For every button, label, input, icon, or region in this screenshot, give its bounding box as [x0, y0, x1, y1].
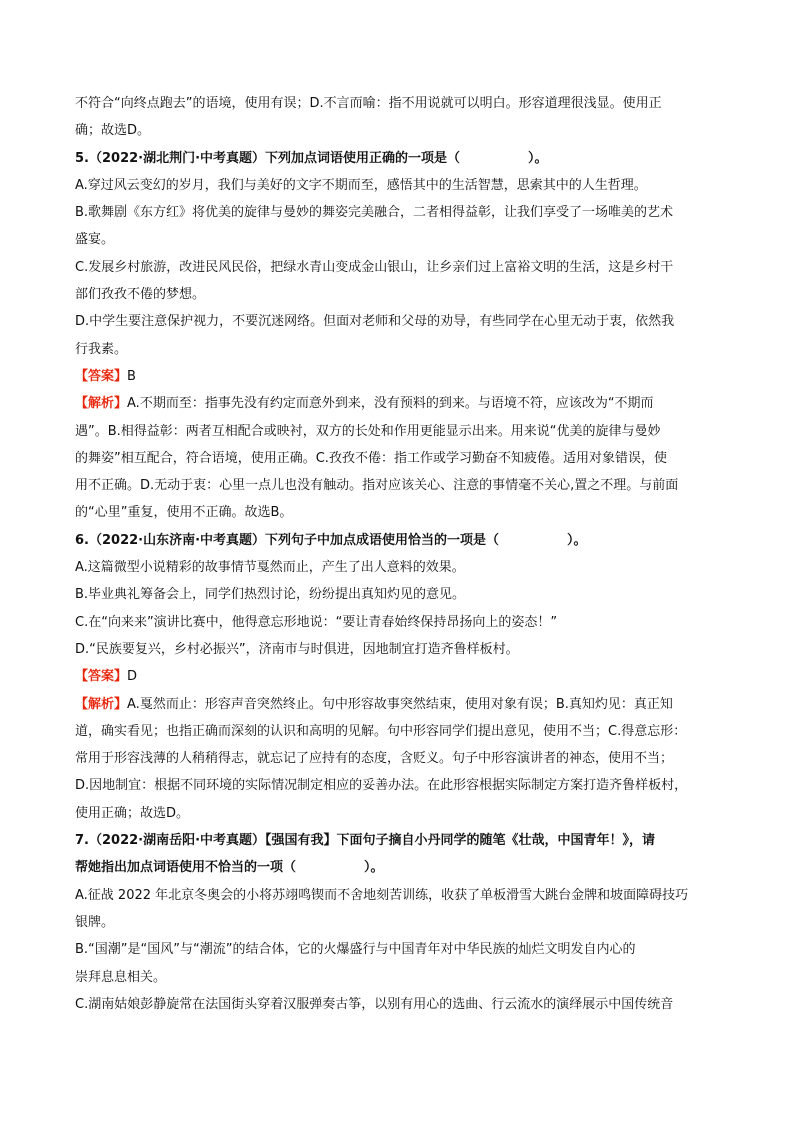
q5-option-b-line-2: 盛宴。	[75, 232, 115, 248]
q5-answer	[75, 363, 723, 390]
q7-option-a-line-2: 银牌。	[75, 914, 115, 930]
q6-explanation-line-1: 【解析】A.戛然而止：形容声音突然终止。句中形容故事突然结束，使用对象有误；B.真知灼见：真正知	[75, 696, 673, 712]
q5-option-d-line-1: D.中学生要注意保护视力，不要沉迷网络。但面对老师和父母的劝导，有些同学在心里无动于衷，依然我	[75, 314, 675, 330]
q7-stem-line-2: 帮她指出加点词语使用不恰当的一项（ ）。	[75, 860, 384, 876]
q7-option-b-line-2: 崇拜息息相关。	[75, 969, 167, 985]
q6-option-b: B.毕业典礼筹备会上，同学们热烈讨论，纷纷提出真知灼见的意见。	[75, 587, 466, 603]
q5-stem: 5.（2022·湖北荆门·中考真题）下列加点词语使用正确的一项是（ ）。	[75, 150, 548, 166]
q5-option-b-line-1: B.歌舞剧《东方红》将优美的旋律与曼妙的舞姿完美融合，二者相得益彰，让我们享受了一场唯美的艺术	[75, 205, 674, 221]
prev-answer-line-2: 确；故选D。	[75, 123, 151, 139]
q6-option-d: D.“民族要复兴，乡村必振兴”，济南市与时俱进，因地制宜打造齐鲁样板村。	[75, 641, 519, 657]
q7-option-c-line-1: C.湖南姑娘彭静旋常在法国街头穿着汉服弹奏古筝，以别有用心的选曲、行云流水的演绎展示中国传统音	[75, 996, 674, 1012]
q6-explanation-line-5: 使用正确；故选D。	[75, 805, 190, 821]
q5-option-a: A.穿过风云变幻的岁月，我们与美好的文字不期而至，感悟其中的生活智慧，思索其中的人生哲理。	[75, 177, 647, 193]
answer-value: D	[127, 669, 138, 685]
answer-label: 【答案】	[75, 368, 128, 384]
q6-option-a: A.这篇微型小说精彩的故事情节戛然而止，产生了出人意料的效果。	[75, 560, 465, 576]
q5-option-c-line-2: 部们孜孜不倦的梦想。	[75, 287, 206, 303]
q7-option-b-line-1: B.“国潮”是“国风”与“潮流”的结合体，它的火爆盛行与中国青年对中华民族的灿烂文明发自内心的	[75, 942, 636, 958]
q5-explanation-line-3: 的舞姿”相互配合，符合语境，使用正确。C.孜孜不倦：指工作或学习勤奋不知疲倦。适用对象错误，使	[75, 450, 667, 466]
q6-explanation-line-2: 道，确实看见；也指正确而深刻的认识和高明的见解。句中形容同学们提出意见，使用不当；C.得意忘形：	[75, 723, 687, 739]
document-body	[75, 90, 723, 1018]
q7-option-a-line-1: A.征战 2022 年北京冬奥会的小将苏翊鸣锲而不舍地刻苦训练，收获了单板滑雪大跳台金牌和坡面障碍技巧	[75, 887, 689, 903]
explanation-label: 【解析】	[75, 396, 128, 412]
explanation-label: 【解析】	[75, 696, 128, 712]
q5-option-d-line-2: 行我素。	[75, 341, 128, 357]
q6-option-c: C.在“向来来”演讲比赛中，他得意忘形地说：“要让青春始终保持昂扬向上的姿态！”	[75, 614, 558, 630]
q6-explanation-line-3: 常用于形容浅薄的人稍稍得志，就忘记了应持有的态度，含贬义。句子中形容演讲者的神态，使用不当；	[75, 751, 674, 767]
q5-explanation-line-5: 的“心里”重复，使用不正确。故选B。	[75, 505, 293, 521]
q5-explanation-line-2: 遇”。B.相得益彰：两者互相配合或映衬，双方的长处和作用更能显示出来。用来说“优美的旋律与曼妙	[75, 423, 661, 439]
q6-explanation-line-4: D.因地制宜：根据不同环境的实际情况制定相应的妥善办法。在此形容根据实际制定方案打造齐鲁样板村，	[75, 778, 688, 794]
q5-explanation-line-1: 【解析】A.不期而至：指事先没有约定而意外到来，没有预料的到来。与语境不符，应该改为“不期而	[75, 396, 654, 412]
q6-stem: 6.（2022·山东济南·中考真题）下列句子中加点成语使用恰当的一项是（ ）。	[75, 532, 587, 548]
answer-value: B	[127, 368, 136, 384]
q5-explanation-line-4: 用不正确。D.无动于衷：心里一点儿也没有触动。指对应该关心、注意的事情毫不关心,置之不理。与前面	[75, 478, 679, 494]
prev-answer-line-1: 不符合“向终点跑去”的语境，使用有误；D.不言而喻：指不用说就可以明白。形容道理很浅显。使用正	[75, 96, 662, 111]
q6-answer	[75, 663, 723, 690]
q7-stem-line-1: 7.（2022·湖南岳阳·中考真题）【强国有我】下面句子摘自小丹同学的随笔《壮哉，中国青年！》，请	[75, 833, 656, 849]
answer-label: 【答案】	[75, 669, 128, 685]
q5-option-c-line-1: C.发展乡村旅游，改进民风民俗，把绿水青山变成金山银山，让乡亲们过上富裕文明的生活，这是乡村干	[75, 259, 674, 275]
